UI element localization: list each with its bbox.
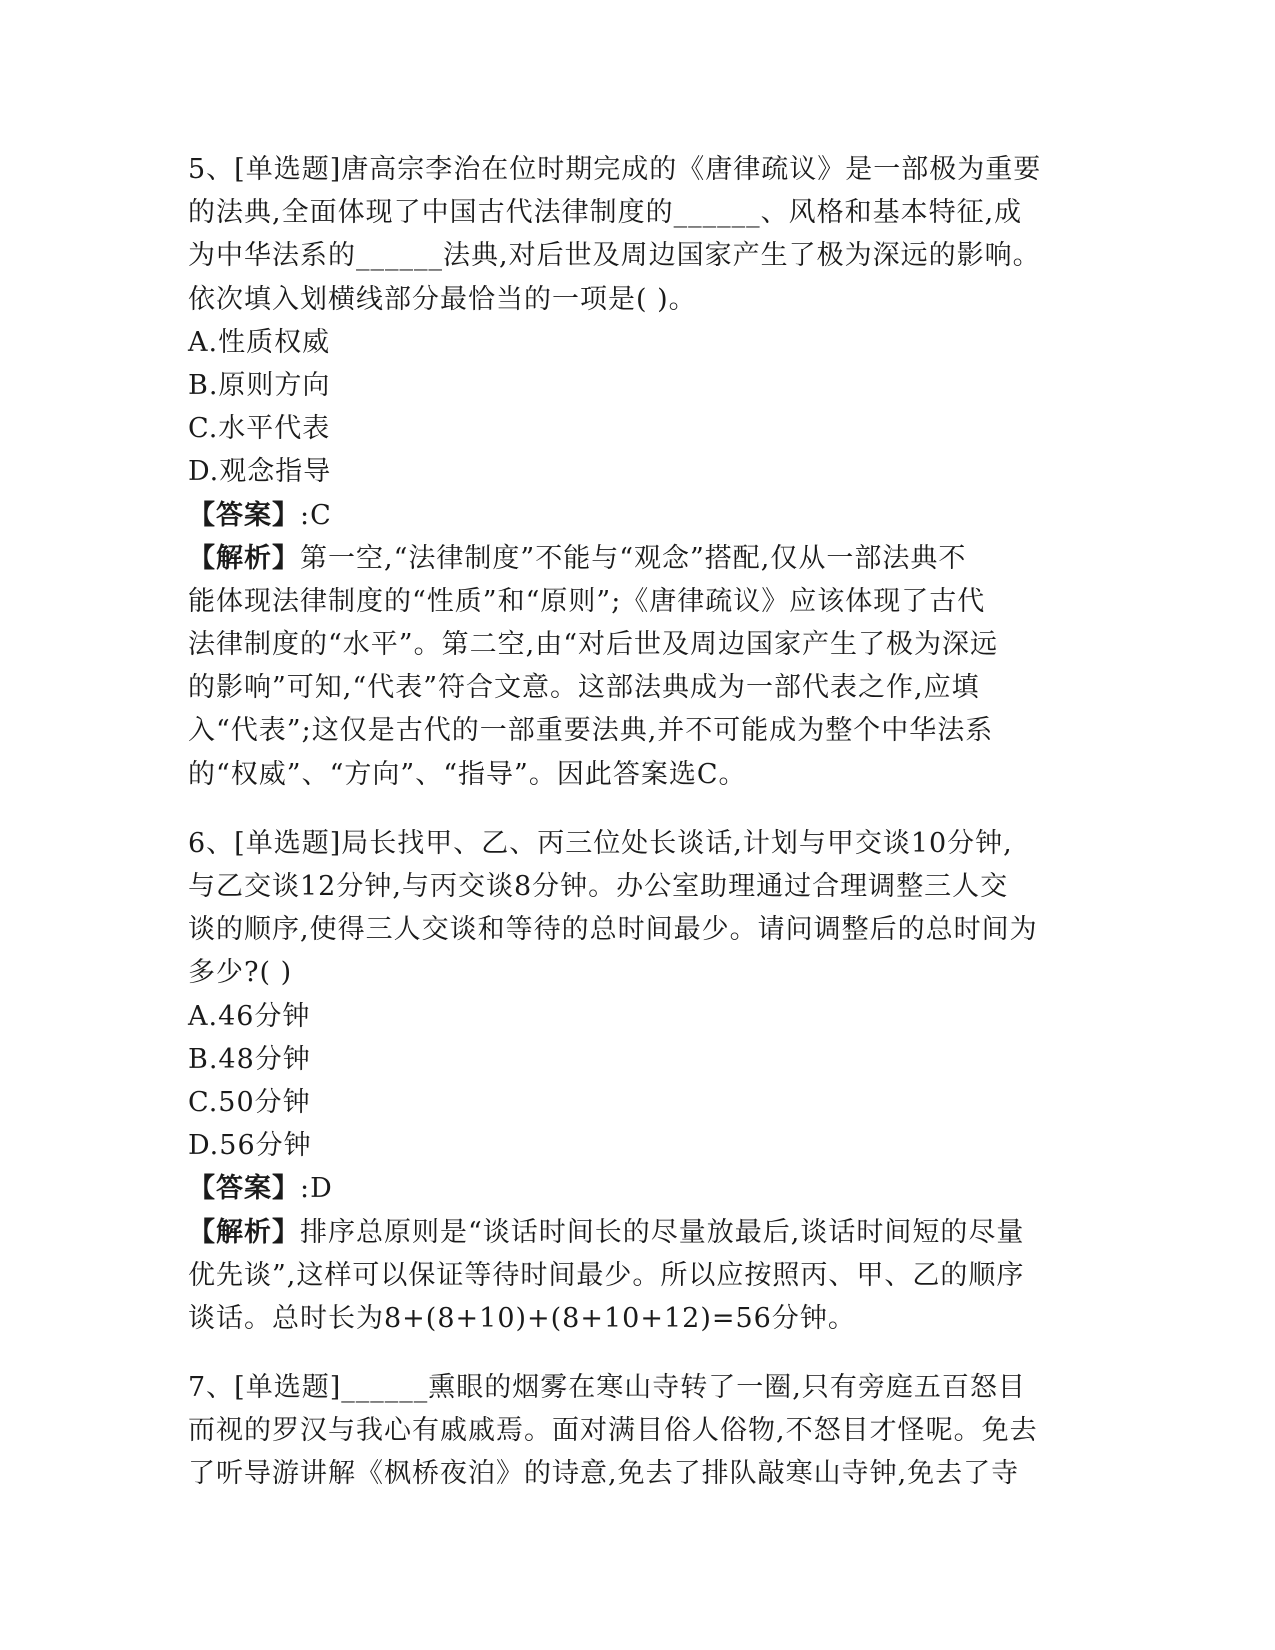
option-d: D.56分钟 xyxy=(188,1130,312,1162)
question-stem-line: 而视的罗汉与我心有戚戚焉。面对满目俗人俗物,不怒目才怪呢。免去 xyxy=(188,1415,1038,1447)
question-stem-line: 了听导游讲解《枫桥夜泊》的诗意,免去了排队敲寒山寺钟,免去了寺 xyxy=(188,1458,1020,1490)
question-stem-line: 5、[单选题]唐高宗李治在位时期完成的《唐律疏议》是一部极为重要 xyxy=(188,154,1042,185)
analysis-line: 的影响”可知,“代表”符合文意。这部法典成为一部代表之作,应填 xyxy=(188,672,980,704)
question-spacer xyxy=(188,1340,1088,1366)
analysis-line: 法律制度的“水平”。第二空,由“对后世及周边国家产生了极为深远 xyxy=(188,629,998,661)
question-7 xyxy=(188,1366,1088,1496)
question-5 xyxy=(188,148,1088,796)
document-page xyxy=(188,148,1088,1496)
analysis-label: 【解析】 xyxy=(188,1216,300,1248)
question-stem-line: 依次填入划横线部分最恰当的一项是( )。 xyxy=(188,283,697,315)
option-d: D.观念指导 xyxy=(188,456,332,488)
question-spacer xyxy=(188,796,1088,822)
answer-label: 【答案】 xyxy=(188,499,300,531)
answer-value: D xyxy=(310,1173,333,1205)
question-stem-line: 与乙交谈12分钟,与丙交谈8分钟。办公室助理通过合理调整三人交 xyxy=(188,871,1009,902)
analysis-label: 【解析】 xyxy=(188,542,300,574)
answer-value: C xyxy=(310,499,332,531)
answer-line xyxy=(188,1167,1088,1210)
option-b: B.48分钟 xyxy=(188,1043,311,1075)
option-a: A.46分钟 xyxy=(188,1000,311,1032)
question-stem-line: 6、[单选题]局长找甲、乙、丙三位处长谈话,计划与甲交谈10分钟, xyxy=(188,827,1013,859)
analysis-line: 入“代表”;这仅是古代的一部重要法典,并不可能成为整个中华法系 xyxy=(188,715,994,747)
analysis-line xyxy=(188,1211,1088,1254)
question-6 xyxy=(188,822,1088,1340)
analysis-text: 排序总原则是“谈话时间长的尽量放最后,谈话时间短的尽量 xyxy=(300,1216,1025,1248)
option-c: C.水平代表 xyxy=(188,413,331,445)
analysis-line: 谈话。总时长为8+(8+10)+(8+10+12)=56分钟。 xyxy=(188,1302,856,1334)
analysis-text: 第一空,“法律制度”不能与“观念”搭配,仅从一部法典不 xyxy=(300,542,967,574)
question-stem-line: 7、[单选题]______熏眼的烟雾在寒山寺转了一圈,只有旁庭五百怒目 xyxy=(188,1372,1026,1404)
answer-separator: : xyxy=(300,499,311,531)
question-stem-line: 多少?( ) xyxy=(188,957,293,989)
analysis-line xyxy=(188,537,1088,580)
analysis-line: 的“权威”、“方向”、“指导”。因此答案选C。 xyxy=(188,758,747,790)
analysis-line: 优先谈”,这样可以保证等待时间最少。所以应按照丙、甲、乙的顺序 xyxy=(188,1259,1025,1291)
question-stem-line: 谈的顺序,使得三人交谈和等待的总时间最少。请问调整后的总时间为 xyxy=(188,914,1038,946)
answer-separator: : xyxy=(300,1173,311,1205)
question-stem-line: 为中华法系的______法典,对后世及周边国家产生了极为深远的影响。 xyxy=(188,240,1041,272)
answer-label: 【答案】 xyxy=(188,1173,300,1205)
answer-line xyxy=(188,494,1088,537)
option-c: C.50分钟 xyxy=(188,1086,311,1118)
option-b: B.原则方向 xyxy=(188,369,331,401)
analysis-line: 能体现法律制度的“性质”和“原则”;《唐律疏议》应该体现了古代 xyxy=(188,585,986,617)
question-stem-line: 的法典,全面体现了中国古代法律制度的______、风格和基本特征,成 xyxy=(188,197,1023,229)
option-a: A.性质权威 xyxy=(188,326,331,358)
